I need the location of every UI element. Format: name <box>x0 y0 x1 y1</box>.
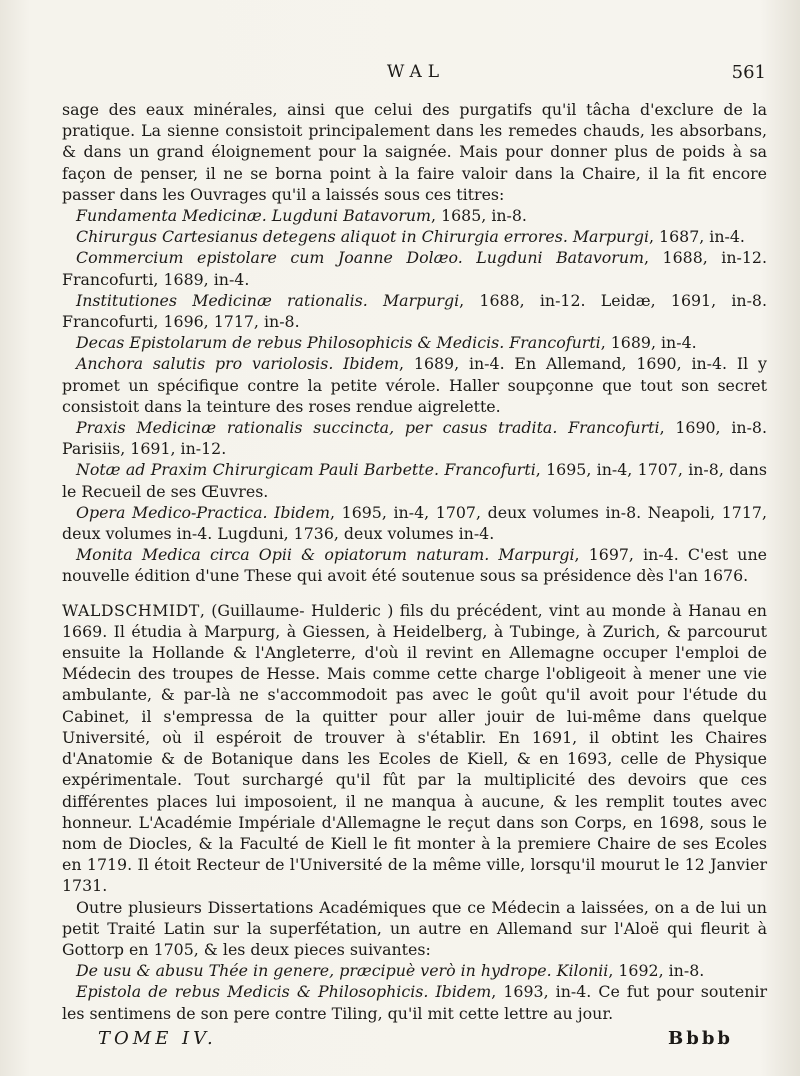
work-title: Chirurgus Cartesianus detegens aliquot in Chirurgia errores. Marpurgi <box>76 227 650 247</box>
article-paragraph <box>62 600 767 897</box>
work-title: Opera Medico-Practica. Ibidem <box>76 502 330 522</box>
work-entry <box>62 226 767 247</box>
body-text <box>62 99 767 1024</box>
work-title: Institutiones Medicinæ rationalis. Marpurgi <box>76 290 460 310</box>
work-entry <box>62 247 767 289</box>
work-details: , 1692, in-8. <box>608 961 705 981</box>
work-title: Notæ ad Praxim Chirurgicam Pauli Barbette. Francofurti <box>76 460 536 480</box>
work-details: , 1695, in-4, 1707, deux volumes in-8. Neapoli, 1717, deux volumes in-4. Lugduni, 1736, deux volumes in-4. <box>62 502 767 544</box>
signature-mark: Bbbb <box>668 1028 733 1049</box>
work-entry <box>62 544 767 586</box>
work-entry <box>62 332 767 353</box>
page-number: 561 <box>731 62 766 83</box>
running-head: WAL <box>386 62 446 82</box>
work-entry <box>62 417 767 459</box>
work-title: Epistola de rebus Medicis & Philosophicis. Ibidem <box>76 982 492 1002</box>
work-title: Fundamenta Medicinæ. Lugduni Batavorum <box>76 206 432 226</box>
work-details: , 1693, in-4. Ce fut pour soutenir les sentimens de son pere contre Tiling, qu'il mit cette lettre au jour. <box>62 982 767 1023</box>
opening-paragraph: sage des eaux minérales, ainsi que celui des purgatifs qu'il tâcha d'exclure de la pratique. La sienne consistoit principalement dans les remedes chauds, les absorbans, & dans un grand éloignement pour la saignée. Mais pour donner plus de poids à sa façon de penser, il ne se borna point à la faire valoir dans la Chaire, il la fit encore passer dans les Ouvrages qu'il a laissés sous ces titres: <box>62 100 767 204</box>
work-entry <box>62 502 767 544</box>
work-entry <box>62 290 767 332</box>
work-details: , 1689, in-4. En Allemand, 1690, in-4. Il y promet un spécifique contre la petite vérole. Haller soupçonne que tout son secret consistoit dans la teinture des roses rendue aigrelette. <box>62 354 767 416</box>
work-entry <box>62 981 767 1023</box>
work-title: Decas Epistolarum de rebus Philosophicis & Medicis. Francofurti <box>76 333 601 353</box>
article-headword: WALDSCHMIDT <box>62 600 200 620</box>
work-details: , 1697, in-4. C'est une nouvelle édition d'une These qui avoit été soutenue sous sa présidence dès l'an 1676. <box>62 545 767 586</box>
work-details: , 1695, in-4, 1707, in-8, dans le Recueil de ses Œuvres. <box>62 460 767 501</box>
section-gap <box>62 587 767 600</box>
work-title: Praxis Medicinæ rationalis succincta, per casus tradita. Francofurti <box>76 418 660 438</box>
page-header <box>60 62 772 88</box>
work-details: , 1687, in-4. <box>649 227 745 247</box>
work-entry <box>62 205 767 226</box>
work-details: , 1689, in-4. <box>600 333 697 353</box>
work-details: , 1690, in-8. Parisiis, 1691, in-12. <box>62 418 767 459</box>
work-entry <box>62 459 767 501</box>
work-title: Commercium epistolare cum Joanne Dolæo. Lugduni Batavorum <box>76 248 645 268</box>
article-text: , (Guillaume- Hulderic ) fils du précédent, vint au monde à Hanau en 1669. Il étudia à Marpurg, à Giessen, à Heidelberg, à Tubinge, à Zurich, & parcourut ensuite la Hollande & l'Angleterre, d'où il revint en Allemagne occuper l'emploi de Médecin des troupes de Hesse. Mais comme cette charge l'obligeoit à mener une vie ambulante, & par-là ne s'accommodoit pas avec le goût qu'il avoit pour l'étude du Cabinet, il s'empressa de la quitter pour aller jouir de lui-même dans quelque Université, où il espéroit de trouver à s'établir. En 1691, il obtint les Chaires d'Anatomie & de Botanique dans les Ecoles de Kiell, & en 1693, celle de Physique expérimentale. Tout surchargé qu'il fût par la multiplicité des devoirs que ces différentes places lui imposoient, il ne manqua à aucune, & les remplit toutes avec honneur. L'Académie Impériale d'Allemagne le reçut dans son Corps, en 1698, sous le nom de Diocles, & la Faculté de Kiell le fit monter à la premiere Chaire de ses Ecoles en 1719. Il étoit Recteur de l'Université de la même ville, lorsqu'il mourut le 12 Janvier 1731. <box>62 600 767 896</box>
work-entry <box>62 960 767 981</box>
work-title: Monita Medica circa Opii & opiatorum naturam. Marpurgi <box>76 545 575 565</box>
work-entry <box>62 353 767 417</box>
work-details: , 1685, in-8. <box>431 206 527 226</box>
article-second-paragraph: Outre plusieurs Dissertations Académiques que ce Médecin a laissées, on a de lui un petit Traité Latin sur la superfétation, un autre en Allemand sur l'Aloë qui fleurit à Gottorp en 1705, & les deux pieces suivantes: <box>62 897 767 959</box>
volume-label: TOME IV. <box>98 1028 217 1049</box>
work-title: De usu & abusu Thée in genere, præcipuè verò in hydrope. Kilonii <box>76 961 609 981</box>
page-footer <box>62 1028 767 1054</box>
work-details: , 1688, in-12. Francofurti, 1689, in-4. <box>62 248 767 289</box>
work-title: Anchora salutis pro variolosis. Ibidem <box>76 354 400 374</box>
work-details: , 1688, in-12. Leidæ, 1691, in-8. Francofurti, 1696, 1717, in-8. <box>62 290 767 332</box>
